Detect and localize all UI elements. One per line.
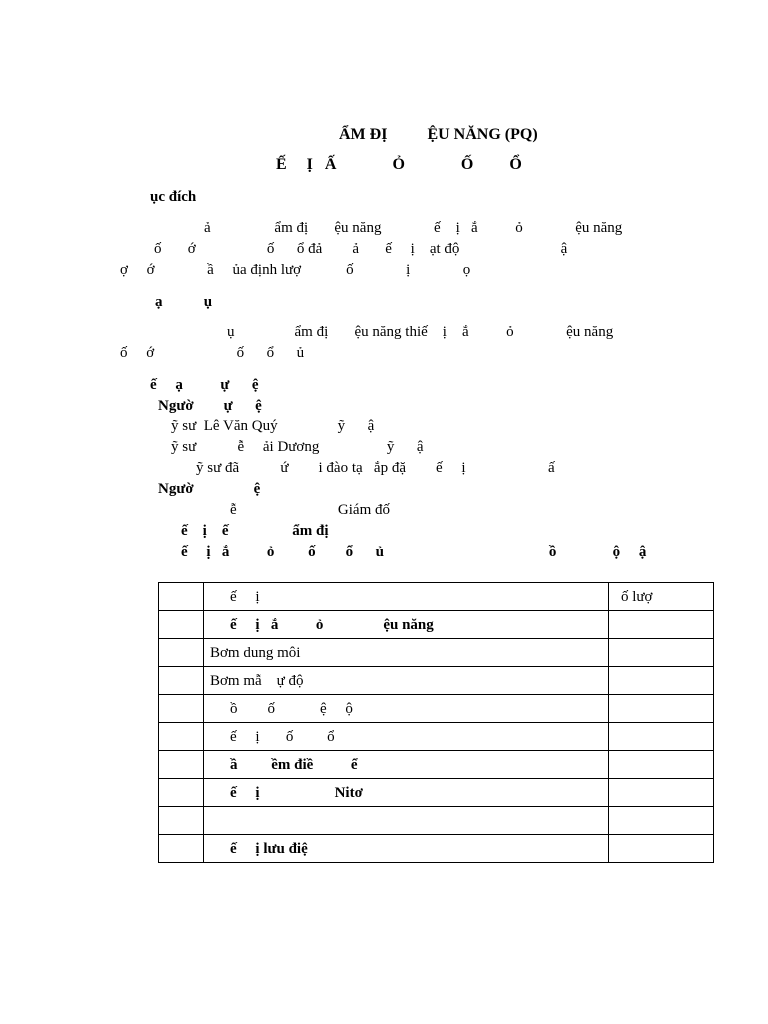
document-title: ẨM ĐỊ ỆU NĂNG (PQ) (339, 126, 538, 143)
table-row (159, 807, 714, 835)
purpose-heading: ục đích (150, 189, 197, 205)
table-cell-index (159, 667, 204, 695)
table-row (159, 751, 714, 779)
table-header-qty: ố lượ (609, 583, 714, 611)
performer-1: ỹ sư Lê Văn Quý ỹ ậ (171, 418, 375, 434)
table-cell-index (159, 639, 204, 667)
table-cell-qty (609, 695, 714, 723)
table-cell-name: ế ị ắ ỏ ệu năng (204, 611, 609, 639)
performer-2: ỹ sư ễ ải Dương ỹ ậ (171, 439, 424, 455)
scope-heading: ạ ụ (155, 294, 213, 310)
table-cell-index (159, 583, 204, 611)
table-cell-name: Bơm dung môi (204, 639, 609, 667)
table-row (159, 639, 714, 667)
table-cell-index (159, 723, 204, 751)
table-cell-index (159, 779, 204, 807)
table-header-name: ế ị (204, 583, 609, 611)
table-cell-qty (609, 611, 714, 639)
table-cell-qty (609, 835, 714, 863)
purpose-line-1: ả ẩm đị ệu năng ế ị ắ ỏ ệu năng (204, 220, 623, 236)
equipment-table (158, 582, 714, 863)
table-cell-name: ế ị lưu điệ (204, 835, 609, 863)
table-cell-qty (609, 807, 714, 835)
table-row (159, 695, 714, 723)
table-row (159, 779, 714, 807)
document-subtitle: Ế Ị Ấ Ỏ Ố Ổ (276, 156, 522, 173)
approver-label: Ngườ ệ (158, 481, 261, 497)
table-cell-name: ế ị ố ổ (204, 723, 609, 751)
table-cell-index (159, 611, 204, 639)
approver-name: ễ Giám đố (230, 502, 390, 518)
table-header-row (159, 583, 714, 611)
table-cell-qty (609, 751, 714, 779)
table-row (159, 723, 714, 751)
table-cell-name: ồ ố ệ ộ (204, 695, 609, 723)
equipment-list-heading: ế ị ế ẩm đị (181, 523, 329, 539)
table-cell-index (159, 695, 204, 723)
responsibility-heading: ế ạ ự ệ (150, 377, 259, 393)
scope-line-2: ố ớ ố ổ ủ (120, 345, 305, 361)
equipment-list-note: ế ị ắ ỏ ố ổ ủ ồ ộ ậ (181, 544, 647, 560)
table-cell-index (159, 835, 204, 863)
scope-line-1: ụ ẩm đị ệu năng thiế ị ắ ỏ ệu năng (227, 324, 614, 340)
table-cell-name: Bơm mẫ ự độ (204, 667, 609, 695)
purpose-line-2: ố ớ ố ổ đả ả ế ị ạt độ ậ (154, 241, 568, 257)
table-cell-index (159, 751, 204, 779)
table-cell-qty (609, 779, 714, 807)
table-cell-qty (609, 723, 714, 751)
table-cell-qty (609, 667, 714, 695)
performer-3: ỹ sư đã ứ i đào tạ ắp đặ ế ị ấ (196, 460, 555, 476)
table-cell-index (159, 807, 204, 835)
table-row (159, 835, 714, 863)
table-cell-qty (609, 639, 714, 667)
purpose-line-3: ợ ớ ầ ủa định lượ ố ị ọ (120, 262, 471, 278)
table-cell-name (204, 807, 609, 835)
table-row (159, 611, 714, 639)
table-row (159, 667, 714, 695)
performers-label: Ngườ ự ệ (158, 398, 262, 414)
table-cell-name: ầ ềm điề ể (204, 751, 609, 779)
table-cell-name: ế ị Nitơ (204, 779, 609, 807)
